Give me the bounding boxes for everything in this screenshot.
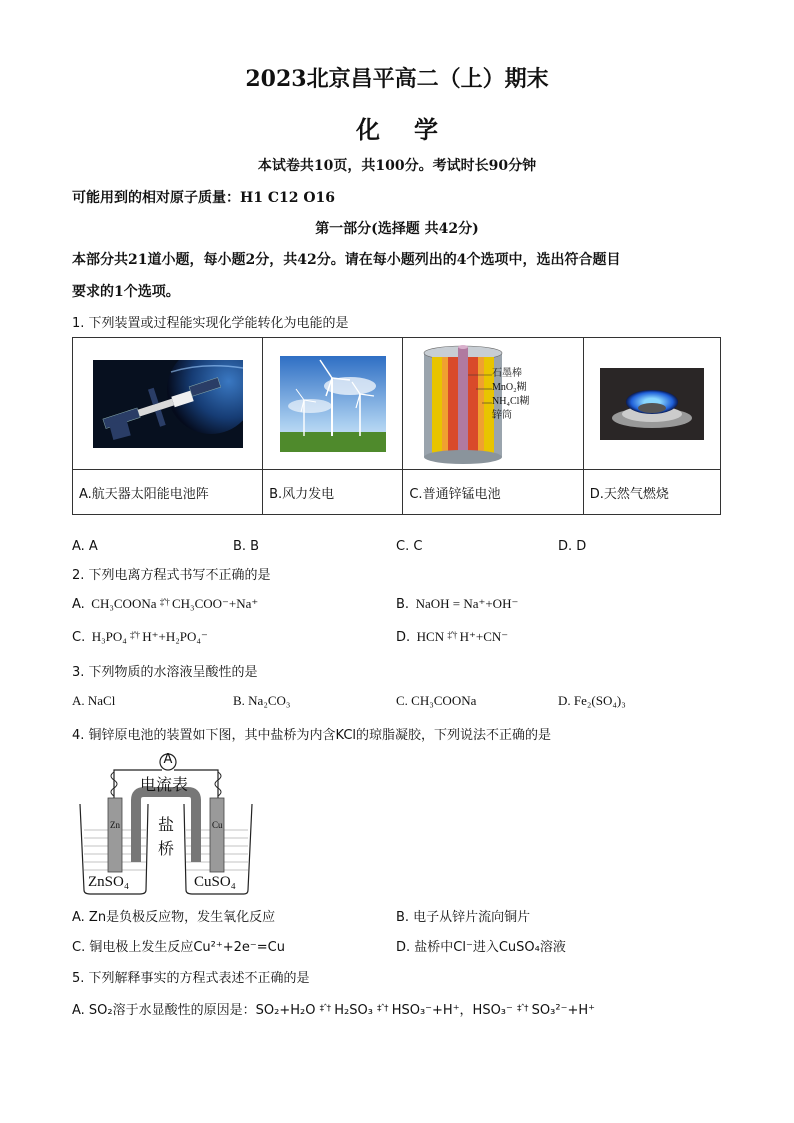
q2-option-d: D. HCN $^{\ddagger ˆ\dagger}$ H⁺+CN⁻ (396, 629, 509, 645)
q3-option-d: D. Fe₂(SO₄)₃ (558, 693, 626, 708)
battery-label-zinc: 锌筒 (492, 409, 513, 421)
q3-stem: 3. 下列物质的水溶液呈酸性的是 (72, 665, 258, 680)
q4-option-d: D. 盐桥中Cl⁻进入CuSO₄溶液 (396, 940, 566, 955)
gas-burner-image (600, 368, 704, 440)
atomic-mass-info: 可能用到的相对原子质量：H1 C12 O16 (72, 190, 336, 206)
page-title: 2023北京昌平高二（上）期末 (245, 66, 549, 92)
q3-option-b: B. Na₂CO₃ (233, 693, 291, 708)
q1-option-c: C. C (396, 539, 423, 554)
ammeter-label: 电流表 (140, 775, 189, 794)
q1-cell-a-image (73, 338, 263, 470)
subject-title: 化学 (356, 115, 472, 144)
q1-cell-b-image (263, 338, 403, 470)
q5-option-a: A. SO₂溶于水显酸性的原因是：SO₂+H₂O $^{\ddagger ˆ\dagger}$ H₂SO₃ $^{\ddagger ˆ\dagger}$ HSO₃⁻+H⁺，HSO₃⁻ $^{\ddagger ˆ\dagger}$ SO₃²⁻+H⁺ (72, 1003, 595, 1018)
q2-option-b: B. NaOH = Na⁺+OH⁻ (396, 596, 519, 612)
exam-info: 本试卷共10页，共100分。考试时长90分钟 (257, 158, 537, 174)
q2-stem: 2. 下列电离方程式书写不正确的是 (72, 568, 271, 583)
zn-electrode-label: Zn (110, 820, 120, 830)
q1-label-a: A.航天器太阳能电池阵 (73, 470, 263, 515)
galvanic-cell-diagram (78, 752, 258, 898)
q2-option-a: A. CH₃COONa $^{\ddagger ˆ\dagger}$ CH₃COO⁻+Na⁺ (72, 596, 259, 612)
cuso4-label: CuSO₄ (194, 874, 236, 890)
part1-desc-line1: 本部分共21道小题，每小题2分，共42分。请在每小题列出的4个选项中，选出符合题目 (72, 252, 621, 268)
part1-title: 第一部分(选择题 共42分) (315, 221, 479, 237)
q3-option-c: C. CH₃COONa (396, 693, 477, 708)
q4-option-c: C. 铜电极上发生反应Cu²⁺+2e⁻=Cu (72, 940, 285, 955)
q1-cell-d-image (583, 338, 720, 470)
q3-option-a: A. NaCl (72, 693, 116, 708)
q2-option-c: C. H₃PO₄ $^{\ddagger ˆ\dagger}$ H⁺+H₂PO₄⁻ (72, 629, 208, 645)
znso4-label: ZnSO₄ (88, 874, 130, 890)
q1-label-b: B.风力发电 (263, 470, 403, 515)
q1-option-d: D. D (558, 539, 587, 554)
q1-label-d: D.天然气燃烧 (583, 470, 720, 515)
q4-stem: 4. 铜锌原电池的装置如下图，其中盐桥为内含KCl的琼脂凝胶，下列说法不正确的是 (72, 728, 552, 743)
q1-cell-c-image (403, 338, 583, 470)
cu-electrode-label: Cu (212, 820, 223, 830)
battery-label-nh4cl: NH₄Cl糊 (492, 395, 530, 407)
q1-option-b: B. B (233, 539, 260, 554)
ammeter-symbol: A (163, 752, 173, 767)
part1-desc-line2: 要求的1个选项。 (72, 284, 180, 300)
q1-label-c: C.普通锌锰电池 (403, 470, 583, 515)
battery-label-mno2: MnO₂糊 (492, 381, 527, 393)
salt-bridge-label-1: 盐 (158, 815, 175, 834)
salt-bridge-label-2: 桥 (158, 839, 175, 858)
zinc-manganese-battery-diagram (418, 343, 568, 465)
q5-stem: 5. 下列解释事实的方程式表述不正确的是 (72, 971, 310, 986)
spacecraft-image (93, 360, 243, 448)
q4-option-b: B. 电子从锌片流向铜片 (396, 910, 531, 925)
q1-stem: 1. 下列装置或过程能实现化学能转化为电能的是 (72, 316, 349, 331)
q4-option-a: A. Zn是负极反应物，发生氧化反应 (72, 910, 276, 925)
q1-option-a: A. A (72, 539, 98, 554)
wind-turbine-image (280, 356, 386, 452)
q1-image-table (72, 337, 721, 515)
battery-label-graphite: 石墨棒 (492, 367, 523, 379)
